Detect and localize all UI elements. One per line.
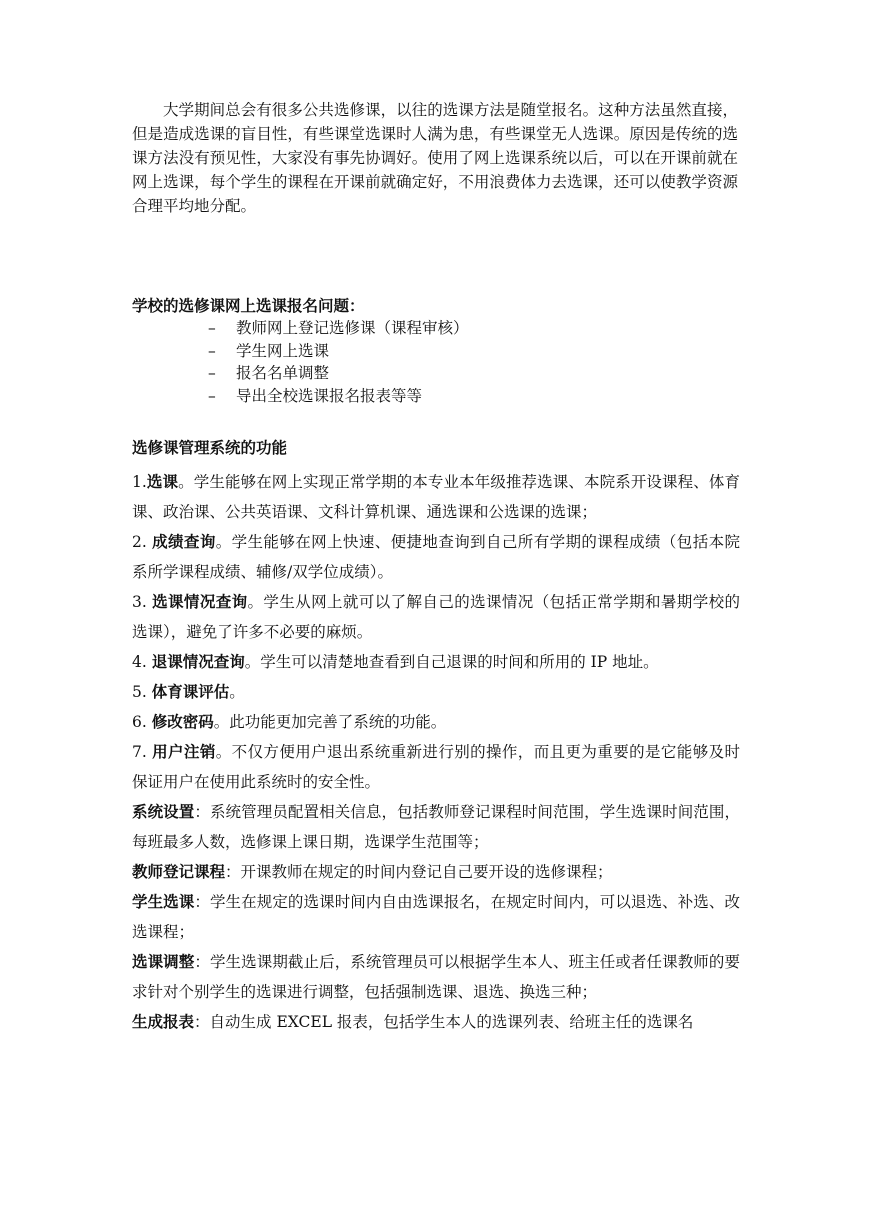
function-term: 选课调整 <box>132 952 195 971</box>
dash-marker: – <box>208 364 216 382</box>
issues-list <box>208 317 469 407</box>
function-term: 成绩查询 <box>152 532 216 551</box>
function-term: 选课 <box>146 472 179 491</box>
function-item: 6. 修改密码。此功能更加完善了系统的功能。 <box>132 712 447 731</box>
function-item: 4. 退课情况查询。学生可以清楚地查看到自己退课的时间和所用的 IP 地址。 <box>132 652 659 671</box>
issues-heading: 学校的选修课网上选课报名问题： <box>132 296 365 315</box>
issue-item: – 导出全校选课报名报表等等 <box>208 385 469 408</box>
function-term: 体育课评估 <box>151 682 230 701</box>
function-term: 教师登记课程 <box>132 862 226 881</box>
function-term: 选课情况查询 <box>152 592 248 611</box>
intro-paragraph: 大学期间总会有很多公共选修课，以往的选课方法是随堂报名。这种方法虽然直接，但是造成选课的盲目性，有些课堂选课时人满为患，有些课堂无人选课。原因是传统的选课方法没有预见性，大家没有事先协调好。使用了网上选课系统以后，可以在开课前就在网上选课，每个学生的课程在开课前就确定好，不用浪费体力去选课，还可以使教学资源合理平均地分配。 <box>132 101 738 215</box>
function-item: 1.选课。学生能够在网上实现正常学期的本专业本年级推荐选课、本院系开设课程、体育课、政治课、公共英语课、文科计算机课、通选课和公选课的选课； <box>132 472 740 521</box>
function-item: 生成报表：自动生成 EXCEL 报表，包括学生本人的选课列表、给班主任的选课名 <box>132 1012 694 1031</box>
function-term: 修改密码 <box>151 712 214 731</box>
function-item: 选课调整：学生选课期截止后，系统管理员可以根据学生本人、班主任或者任课教师的要求针对个别学生的选课进行调整，包括强制选课、退选、换选三种； <box>132 952 740 1001</box>
dash-marker: – <box>208 386 216 405</box>
issue-item: – 报名名单调整 <box>208 362 469 385</box>
function-item: 7. 用户注销。不仅方便用户退出系统重新进行别的操作，而且更为重要的是它能够及时保证用户在使用此系统时的安全性。 <box>132 742 740 791</box>
function-item: 学生选课：学生在规定的选课时间内自由选课报名，在规定时间内，可以退选、补选、改选课程； <box>132 892 740 941</box>
functions-heading: 选修课管理系统的功能 <box>132 438 288 457</box>
function-item: 3. 选课情况查询。学生从网上就可以了解自己的选课情况（包括正常学期和暑期学校的选课），避免了许多不必要的麻烦。 <box>132 592 740 641</box>
function-term: 系统设置 <box>132 802 195 821</box>
function-item: 2. 成绩查询。学生能够在网上快速、便捷地查询到自己所有学期的课程成绩（包括本院系所学课程成绩、辅修/双学位成绩）。 <box>132 532 740 581</box>
issue-item: – 学生网上选课 <box>208 340 469 363</box>
function-item: 系统设置：系统管理员配置相关信息，包括教师登记课程时间范围，学生选课时间范围，每班最多人数，选修课上课日期，选课学生范围等； <box>132 802 740 851</box>
dash-marker: – <box>208 341 216 360</box>
issue-item: – 教师网上登记选修课（课程审核） <box>208 317 469 340</box>
function-item: 教师登记课程：开课教师在规定的时间内登记自己要开设的选修课程； <box>132 862 613 881</box>
function-term: 学生选课 <box>132 892 195 911</box>
function-item: 5. 体育课评估。 <box>132 682 245 701</box>
dash-marker: – <box>208 319 216 337</box>
function-term: 生成报表 <box>132 1012 195 1031</box>
functions-list <box>132 467 740 1037</box>
function-term: 退课情况查询 <box>151 652 245 671</box>
function-term: 用户注销 <box>152 742 216 761</box>
